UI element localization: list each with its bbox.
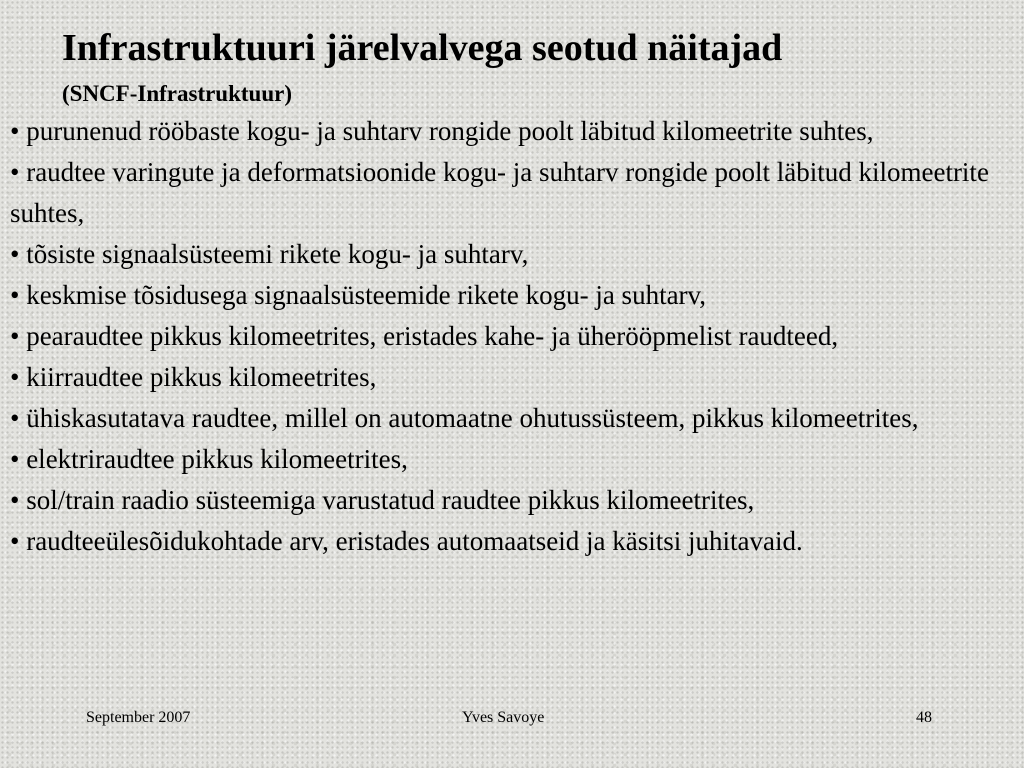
bullet-item: • kiirraudtee pikkus kilomeetrites,: [10, 362, 377, 392]
footer-author: Yves Savoye: [462, 709, 545, 726]
bullet-item: • keskmise tõsidusega signaalsüsteemide rikete kogu- ja suhtarv,: [10, 280, 707, 310]
bullet-item: • ühiskasutatava raudtee, millel on automaatne ohutussüsteem, pikkus kilomeetrites,: [10, 403, 919, 433]
bullet-item: • raudteeülesõidukohtade arv, eristades automaatseid ja käsitsi juhitavaid.: [10, 526, 803, 556]
slide-subtitle: (SNCF-Infrastruktuur): [62, 81, 292, 106]
bullet-item: • purunenud rööbaste kogu- ja suhtarv rongide poolt läbitud kilomeetrite suhtes,: [10, 116, 874, 146]
bullet-list: [10, 111, 1010, 562]
bullet-item: • raudtee varingute ja deformatsioonide kogu- ja suhtarv rongide poolt läbitud kilomeetrite suhtes,: [10, 157, 989, 228]
bullet-item: • sol/train raadio süsteemiga varustatud raudtee pikkus kilomeetrites,: [10, 485, 755, 515]
footer-page-number: 48: [916, 709, 932, 726]
footer-date: September 2007: [86, 709, 191, 726]
bullet-item: • tõsiste signaalsüsteemi rikete kogu- ja suhtarv,: [10, 239, 529, 269]
slide-title: Infrastruktuuri järelvalvega seotud näitajad: [62, 27, 783, 69]
bullet-item: • pearaudtee pikkus kilomeetrites, eristades kahe- ja üherööpmelist raudteed,: [10, 321, 839, 351]
bullet-item: • elektriraudtee pikkus kilomeetrites,: [10, 444, 408, 474]
